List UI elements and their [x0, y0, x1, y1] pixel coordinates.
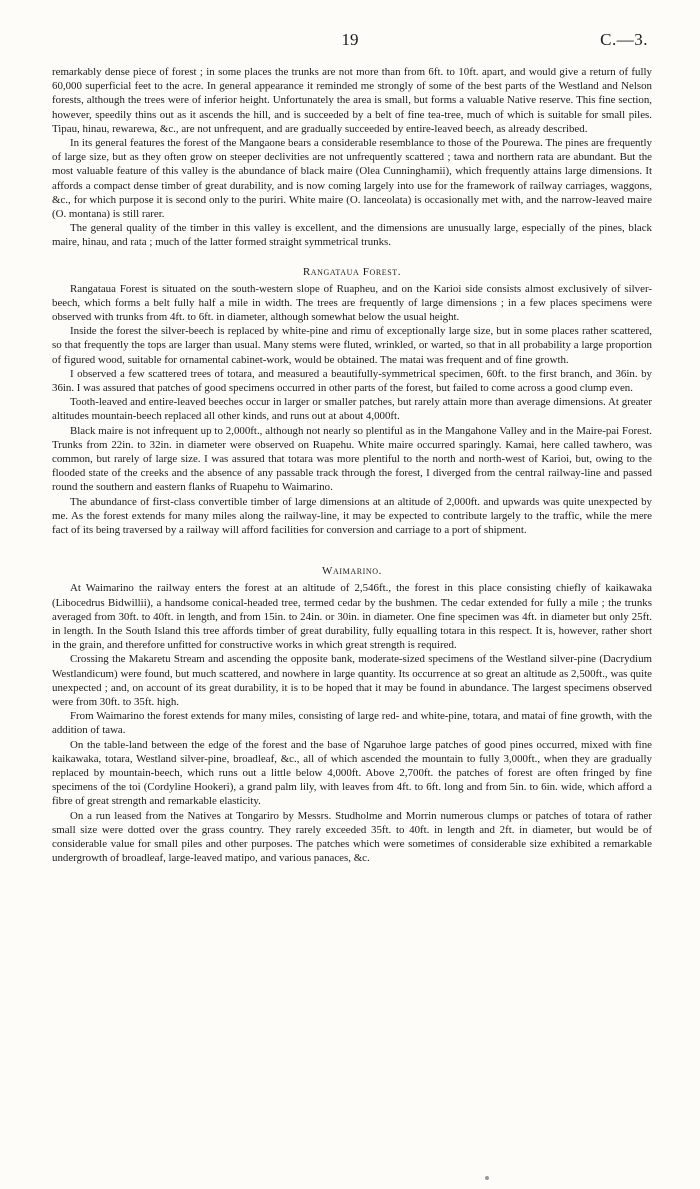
body-paragraph: On a run leased from the Natives at Tongariro by Messrs. Studholme and Morrin numerous clumps or patches of totara of rather small size were dotted over the grass country. They rarely exceeded 35ft. to 40ft. in length and 2ft. in diameter, but would be of considerable value for small piles and other purposes. The patches which were sometimes of considerable size exhibited a remarkable undergrowth of broadleaf, large-leaved matipo, and various panaces, &c. — [52, 809, 652, 865]
print-mark — [485, 1176, 489, 1180]
body-paragraph: At Waimarino the railway enters the forest at an altitude of 2,546ft., the forest in this place consisting chiefly of kaikawaka (Libocedrus Bidwillii), a handsome conical-headed tree, termed cedar by the bushmen. The cedar extended for fully a mile ; the trunks averaged from 30ft. to 40ft. in length, and from 15in. to 24in. or 30in. in diameter. One fine specimen was 4ft. in diameter but only 25ft. in length. In the South Island this tree affords timber of great durability, fully equalling totara in this respect. It is, however, rather short in the grain, and therefore unfitted for constructive works in which great strength is required. — [52, 582, 652, 652]
body-paragraph: Black maire is not infrequent up to 2,000ft., although not nearly so plentiful as in the Mangahone Valley and in the Maire-pai Forest. Trunks from 22in. to 32in. in diameter were observed on Ruapehu. White maire occurred sparingly. Kamai, here called tawhero, was common, but rarely of large size. I was assured that totara was more plentiful to the north and north-west of Karioi, but, owing to the flooded state of the creeks and the absence of any passable track through the forest, I diverged from the central railway-line and passed round the southern and eastern flanks of Ruapehu to Waimarino. — [52, 424, 652, 494]
section-heading-rangataua: Rangataua Forest. — [302, 265, 402, 278]
intro-paragraph: remarkably dense piece of forest ; in some places the trunks are not more than from 6ft. to 10ft. apart, and would give a return of fully 60,000 superficial feet to the acre. In general appearance it reminded me strongly of some of the best parts of the Westland and Nelson forests, although the trees were of inferior height. Unfortunately the area is small, but forms a valuable Native reserve. This fine section, however, speedily thins out as it ascends the hill, and is succeeded by a belt of fine tea-tree, much of which is suitable for small piles. Tipau, hinau, rewarewa, &c., are not unfrequent, and are gradually succeeded by entire-leaved beech, as already described. — [52, 66, 652, 135]
document-reference: C.—3. — [600, 30, 648, 49]
body-paragraph: Crossing the Makaretu Stream and ascending the opposite bank, moderate-sized specimens of the Westland silver-pine (Dacrydium Westlandicum) were found, but much scattered, and nowhere in large quantity. Its occurrence at so great an altitude as 2,500ft., was quite unexpected ; and, on account of its great durability, it is to be hoped that it may be found in abundance. The largest specimens observed were from 30ft. to 35ft. high. — [52, 653, 652, 708]
body-paragraph: I observed a few scattered trees of totara, and measured a beautifully-symmetrical specimen, 60ft. to the first branch, and 36in. by 36in. I was assured that patches of good specimens occurred in other parts of the forest, but failed to come across a good clump even. — [52, 367, 652, 395]
body-paragraph: Rangataua Forest is situated on the south-western slope of Ruapheu, and on the Karioi side consists almost exclusively of silver-beech, which forms a belt fully half a mile in width. The trees are frequently of large dimensions ; in a few places specimens were observed with trunks from 4ft. to 6ft. in diameter, although somewhat below the usual height. — [52, 282, 652, 324]
intro-paragraph: In its general features the forest of the Mangaone bears a considerable resemblance to those of the Pourewa. The pines are frequently of large size, but as they often grow on steeper declivities are not unfrequently scattered ; tawa and northern rata are abundant. But the most valuable feature of this valley is the abundance of black maire (Olea Cunninghamii), which frequently attains large dimensions. It affords a compact dense timber of great durability, and is now coming largely into use for the framework of railway carriages, waggons, &c., for which purpose it is second only to the puriri. White maire (O. lanceolata) is occasionally met with, and the narrow-leaved maire (O. montana) is still rarer. — [52, 137, 652, 221]
body-paragraph: The abundance of first-class convertible timber of large dimensions at an altitude of 2,000ft. and upwards was quite unexpected by me. As the forest extends for many miles along the railway-line, it may be expected to contribute largely to the traffic, while the mere fact of its being traversed by a railway will afford facilities for conversion and carriage to a port of shipment. — [52, 495, 652, 537]
body-paragraph: On the table-land between the edge of the forest and the base of Ngaruhoe large patches of good pines occurred, mixed with fine kaikawaka, totara, Westland silver-pine, broadleaf, &c., all of which ascended the mountain to fully 3,000ft., when they are gradually replaced by mountain-beech, which runs out a little below 4,000ft. Above 2,700ft. the patches of forest are often fringed by fine specimens of the toi (Cordyline Hookeri), a grand palm lily, with leaves from 4ft. to 6ft. long and from 5in. to 6in. wide, which afford a fibre of great strength and remarkable elasticity. — [52, 738, 652, 808]
body-paragraph: Tooth-leaved and entire-leaved beeches occur in larger or smaller patches, but rarely attain more than average dimensions. At greater altitudes mountain-beech replaced all other kinds, and runs out at about 4,000ft. — [52, 396, 652, 423]
page-body — [52, 65, 652, 865]
body-paragraph: From Waimarino the forest extends for many miles, consisting of large red- and white-pine, totara, and matai of fine growth, with the addition of tawa. — [52, 710, 652, 737]
body-paragraph: Inside the forest the silver-beech is replaced by white-pine and rimu of exceptionally large size, but in some places rather scattered, so that frequently the tops are larger than usual. Many stems were fluted, wrinkled, or warted, so that in all probability a large proportion of figured wood, suitable for ornamental cabinet-work, would be obtained. The matai was frequent and of fine growth. — [52, 325, 652, 366]
intro-paragraph: The general quality of the timber in this valley is excellent, and the dimensions are unusually large, especially of the pines, black maire, hinau, and rata ; much of the latter formed straight symmetrical trunks. — [52, 222, 652, 249]
section-heading-waimarino: Waimarino. — [321, 565, 383, 578]
page-number: 19 — [341, 30, 359, 49]
page-header — [0, 30, 700, 60]
